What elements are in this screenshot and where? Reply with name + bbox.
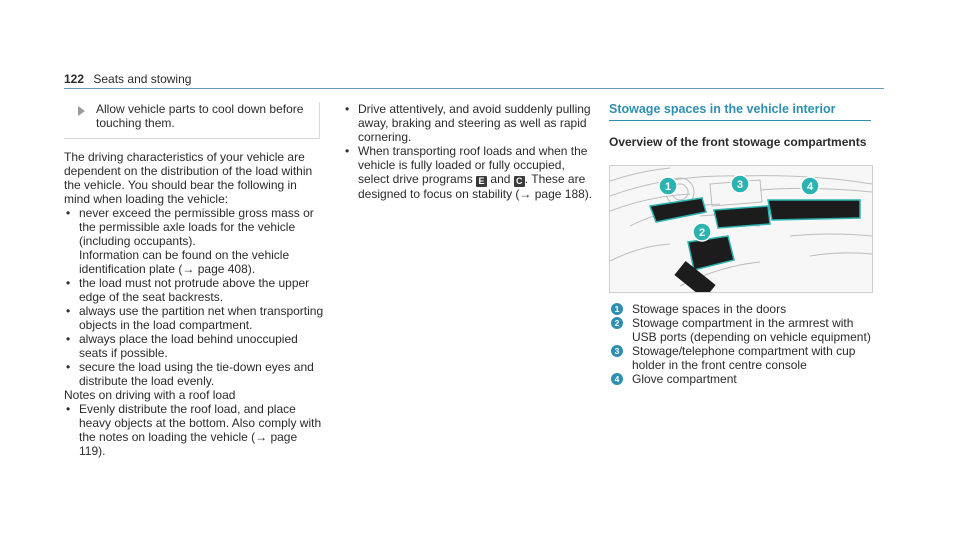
list-item	[64, 332, 326, 360]
list-item-text: the load must not protrude above the upper edge of the seat backrests.	[79, 276, 310, 304]
list-item-text: always place the load behind unoccupied seats if possible.	[79, 332, 298, 360]
roof-load-list	[64, 402, 326, 458]
figure-legend	[609, 302, 871, 386]
callout-1-label: 1	[664, 181, 672, 193]
note-text: Allow vehicle parts to cool down before touching them.	[96, 102, 304, 130]
legend-number: 1	[611, 303, 623, 315]
list-item-text: always use the partition net when transporting objects in the load compartment.	[79, 304, 324, 332]
legend-number: 3	[611, 345, 623, 357]
list-item	[343, 144, 593, 201]
legend-item	[609, 316, 871, 344]
page-number: 122	[64, 72, 85, 86]
header-divider	[64, 88, 884, 89]
list-item-text: never exceed the permissible gross mass or the permissible axle loads for the vehicle (including occupants).	[79, 206, 314, 248]
list-item-text: When transporting roof loads and when the vehicle is fully loaded or fully occupied, select drive programs	[358, 144, 588, 186]
legend-item	[609, 344, 871, 372]
list-item	[343, 102, 593, 144]
interior-figure	[609, 165, 873, 293]
list-item-text: . These are designed to focus on stability (→ page 188).	[358, 172, 593, 201]
play-arrow-icon	[78, 106, 85, 116]
loading-intro: The driving characteristics of your vehicle are dependent on the distribution of the load within the vehicle. You should bear the following in mind when loading the vehicle:	[64, 150, 313, 206]
list-item-text: secure the load using the tie-down eyes and distribute the load evenly.	[79, 360, 314, 388]
list-item-text: and	[490, 172, 511, 186]
legend-text: Stowage spaces in the doors	[632, 302, 787, 316]
stowage-diagram	[610, 166, 872, 292]
legend-text: Stowage/telephone compartment with cup holder in the front centre console	[632, 344, 856, 372]
list-item	[64, 276, 326, 304]
legend-text: Glove compartment	[632, 372, 737, 386]
drive-program-c-icon: C	[514, 176, 525, 187]
note-box	[64, 102, 320, 139]
column-right	[609, 102, 871, 150]
section-name: Seats and stowing	[93, 72, 192, 86]
list-item	[64, 402, 326, 458]
loading-list	[64, 206, 326, 388]
list-item	[64, 360, 326, 388]
list-item-extra: Information can be found on the vehicle identification plate (→ page 408).	[79, 248, 290, 276]
door-stowage-shape	[650, 198, 706, 222]
glove-compartment-shape	[768, 200, 860, 220]
callout-2-label: 2	[698, 227, 706, 239]
legend-number: 4	[611, 373, 623, 385]
armrest-shape	[688, 236, 734, 270]
list-item	[64, 304, 326, 332]
legend-number: 2	[611, 317, 623, 329]
drive-program-e-icon: E	[476, 176, 487, 187]
page-header	[64, 72, 884, 86]
list-item-text: Drive attentively, and avoid suddenly pulling away, braking and steering as well as rapid cornering.	[358, 102, 591, 144]
callout-4-label: 4	[806, 181, 814, 193]
legend-item	[609, 372, 871, 386]
list-item-text: Evenly distribute the roof load, and place heavy objects at the bottom. Also comply with the notes on loading the vehicle (→ page 119).	[79, 402, 322, 458]
subsection-title: Overview of the front stowage compartments	[609, 135, 867, 149]
roof-load-list-continued	[343, 102, 593, 201]
column-middle	[343, 102, 593, 201]
list-item	[64, 206, 326, 276]
centre-console-shape	[714, 206, 770, 228]
callout-3-label: 3	[736, 179, 744, 191]
section-title: Stowage spaces in the vehicle interior	[609, 102, 871, 121]
roof-load-heading: Notes on driving with a roof load	[64, 388, 236, 402]
column-left	[64, 150, 326, 458]
legend-text: Stowage compartment in the armrest with USB ports (depending on vehicle equipment)	[632, 316, 871, 344]
legend-item	[609, 302, 871, 316]
